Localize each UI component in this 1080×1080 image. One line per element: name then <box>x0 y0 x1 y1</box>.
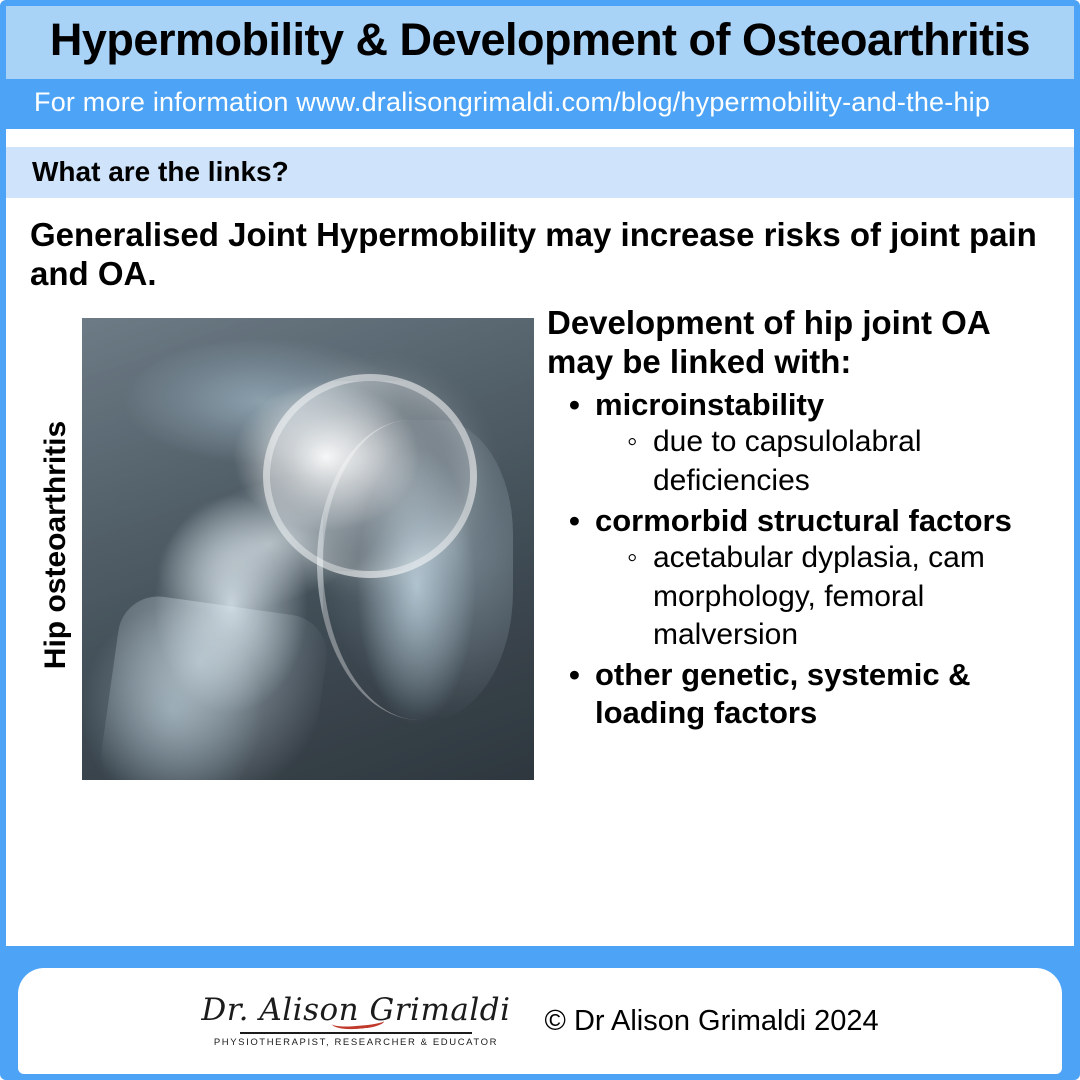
list-item <box>595 386 1050 500</box>
logo-tagline: PHYSIOTHERAPIST, RESEARCHER & EDUCATOR <box>213 1036 499 1048</box>
body-area <box>6 198 1074 898</box>
brand-logo <box>201 991 511 1048</box>
list-item <box>595 502 1050 654</box>
bullet-list <box>547 386 1050 731</box>
title-band <box>6 6 1074 79</box>
content-columns <box>30 300 1050 780</box>
logo-divider <box>240 1032 472 1034</box>
bullet-label: • other genetic, systemic & loading factors <box>595 657 971 729</box>
page-title: Hypermobility & Development of Osteoarthritis <box>49 14 1031 65</box>
list-item <box>653 423 1050 500</box>
subheading-band <box>6 147 1074 198</box>
sub-bullet-list <box>595 539 1050 654</box>
sub-bullet-list <box>595 423 1050 500</box>
lead-statement: Generalised Joint Hypermobility may increase risks of joint pain and OA. <box>30 216 1037 293</box>
blog-url[interactable]: For more information www.dralisongrimaldi.com/blog/hypermobility-and-the-hip <box>34 86 991 117</box>
sub-bullet-label: ◦ acetabular dyplasia, cam morphology, femoral malversion <box>653 541 985 651</box>
footer-band <box>6 946 1074 1074</box>
footer-card <box>18 968 1062 1074</box>
list-item <box>595 656 1050 730</box>
image-caption-text: Hip osteoarthritis <box>39 420 72 670</box>
copyright-text: © Dr Alison Grimaldi 2024 <box>544 1004 879 1037</box>
bullets-column <box>547 300 1050 780</box>
bullet-label: • microinstability <box>595 387 824 422</box>
sub-bullet-label: ◦ due to capsulolabral deficiencies <box>653 425 922 496</box>
femoral-shaft-shape <box>96 591 332 780</box>
image-caption <box>30 310 82 780</box>
image-column <box>30 300 535 780</box>
url-band <box>6 79 1074 130</box>
list-item <box>653 539 1050 654</box>
bullets-heading: Development of hip joint OA may be linked with: <box>547 304 990 381</box>
hip-xray-image <box>82 318 534 780</box>
logo-signature: Dr. Alison Grimaldi <box>201 991 511 1028</box>
bullet-label: • cormorbid structural factors <box>595 503 1012 538</box>
subheading-text: What are the links? <box>32 156 289 188</box>
